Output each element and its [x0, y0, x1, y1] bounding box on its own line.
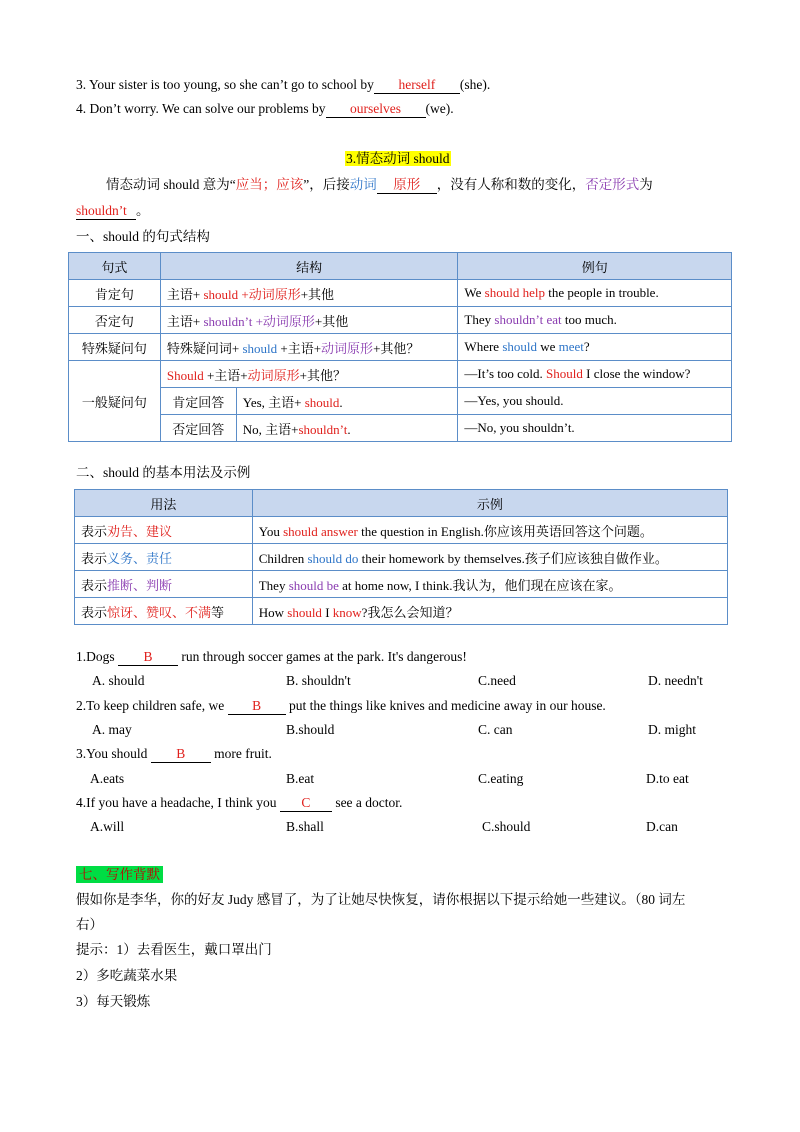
q4-option-c: C.should	[482, 819, 531, 834]
writing-hint-3: 3）每天锻炼	[76, 994, 151, 1009]
answer-q3: B	[151, 746, 211, 763]
answer-base-form: 原形	[377, 177, 437, 194]
writing-prompt-line-1: 假如你是李华，你的好友 Judy 感冒了，为了让她尽快恢复，请你根据以下提示给她一些建议。（80 词左	[76, 892, 686, 907]
table-row: 表示推断、判断 They should be at home now, I think.我认为，他们现在应该在家。	[75, 571, 728, 598]
answer-herself: herself	[374, 77, 460, 94]
writing-section-label: 七、写作背默	[76, 866, 163, 884]
table-row: 肯定句 主语+ should +动词原形+其他 We should help the people in trouble.	[69, 280, 732, 307]
table-row: 一般疑问句 Should +主语+动词原形+其他？ —It’s too cold. Should I close the window?	[69, 361, 732, 388]
intro-line-1: 情态动词 should 意为“应当；应该”，后接动词 原形 ，没有人称和数的变化，否定形式为	[106, 177, 653, 192]
table-row: 肯定回答 Yes, 主语+ should. —Yes, you should.	[69, 388, 732, 415]
q1-option-b: B. shouldn't	[286, 673, 351, 688]
table-row: 表示惊讶、赞叹、不满等 How should I know?我怎么会知道？	[75, 598, 728, 625]
q4-option-a: A.will	[90, 819, 125, 834]
answer-q4: C	[280, 795, 332, 812]
structure-table	[68, 252, 732, 442]
q3-option-a: A.eats	[90, 771, 125, 786]
heading-basic-usage: 二、should 的基本用法及示例	[76, 465, 251, 480]
q4-option-b: B.shall	[286, 819, 324, 834]
q1-option-a: A. should	[92, 673, 145, 688]
table-row: 表示义务、责任 Children should do their homework by themselves.孩子们应该独自做作业。	[75, 544, 728, 571]
answer-q1: B	[118, 649, 178, 666]
q3-option-d: D.to eat	[646, 771, 689, 786]
table-row: 否定回答 No, 主语+shouldn’t. —No, you shouldn’t.	[69, 415, 732, 442]
q2-option-b: B.should	[286, 722, 335, 737]
exercise-item-3: 3. Your sister is too young, so she can’t go to school by herself (she).	[76, 77, 491, 92]
writing-hint-1: 提示：1）去看医生，戴口罩出门	[76, 942, 272, 957]
question-3: 3.You should B more fruit.	[76, 746, 272, 761]
table-row: 否定句 主语+ shouldn’t +动词原形+其他 They shouldn’t eat too much.	[69, 307, 732, 334]
q2-option-d: D. might	[648, 722, 697, 737]
writing-hint-2: 2）多吃蔬菜水果	[76, 968, 178, 983]
q3-option-b: B.eat	[286, 771, 315, 786]
question-1: 1.Dogs B run through soccer games at the park. It's dangerous!	[76, 649, 467, 664]
q2-option-c: C. can	[478, 722, 513, 737]
question-2: 2.To keep children safe, we B put the things like knives and medicine away in our house.	[76, 698, 606, 713]
heading-sentence-structure: 一、should 的句式结构	[76, 229, 210, 244]
answer-ourselves: ourselves	[326, 101, 426, 118]
question-4: 4.If you have a headache, I think you C see a doctor.	[76, 795, 403, 810]
usage-table	[74, 489, 728, 625]
writing-prompt-line-2: 右）	[76, 917, 103, 932]
section-title: 3.情态动词 should	[346, 151, 450, 166]
q1-option-c: C.need	[478, 673, 516, 688]
exercise-item-4: 4. Don’t worry. We can solve our problems by ourselves (we).	[76, 101, 454, 116]
q4-option-d: D.can	[646, 819, 678, 834]
intro-line-2: shouldn’t 。	[76, 203, 150, 218]
q1-option-d: D. needn't	[648, 673, 703, 688]
usage-table-header: 用法 示例	[75, 490, 728, 517]
answer-negative-form: shouldn’t	[76, 203, 136, 220]
q3-option-c: C.eating	[478, 771, 524, 786]
table-row: 特殊疑问句 特殊疑问词+ should +主语+动词原形+其他？ Where should we meet?	[69, 334, 732, 361]
answer-q2: B	[228, 698, 286, 715]
structure-table-header: 句式 结构 例句	[69, 253, 732, 280]
table-row: 表示劝告、建议 You should answer the question in English.你应该用英语回答这个问题。	[75, 517, 728, 544]
q2-option-a: A. may	[92, 722, 132, 737]
